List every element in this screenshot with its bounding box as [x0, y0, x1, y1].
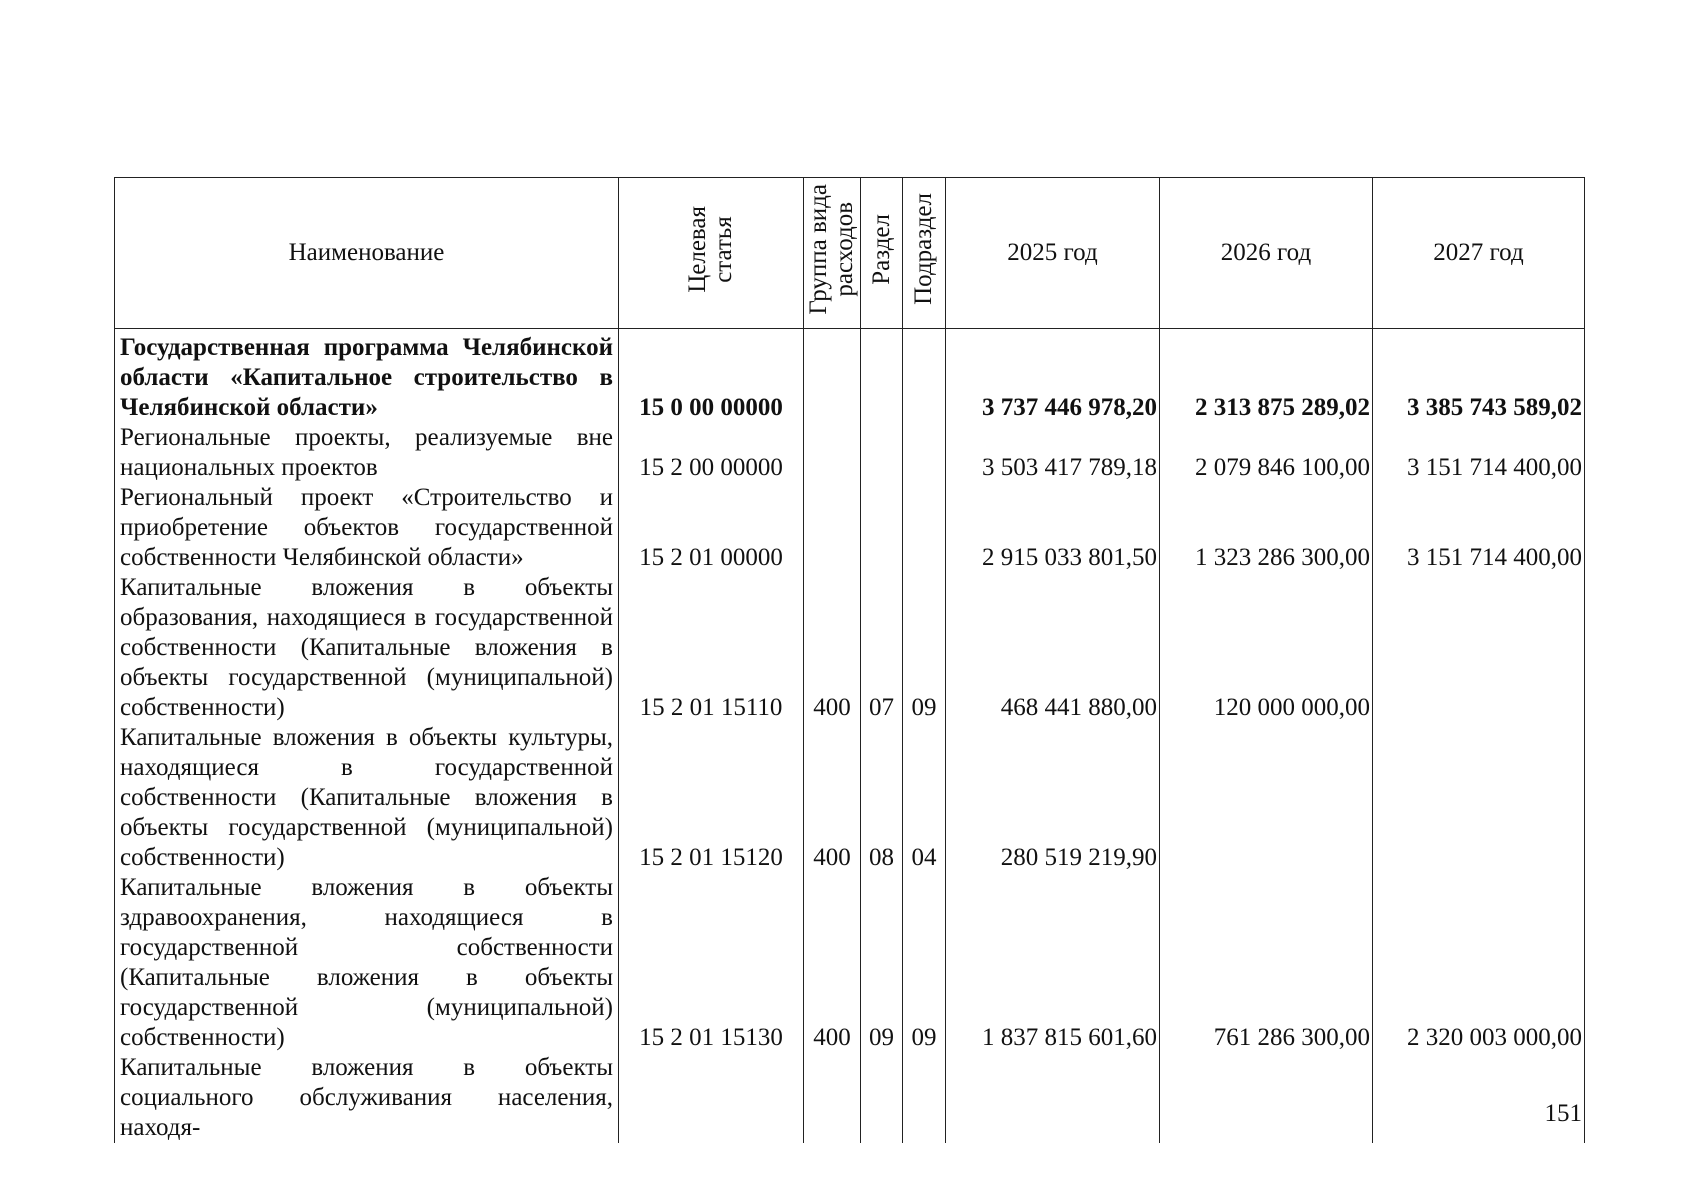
row-group [804, 1053, 861, 1143]
header-2026: 2026 год [1160, 178, 1373, 329]
row-2027: 3 385 743 589,02 [1373, 329, 1585, 424]
header-target-article: Целевая статья [619, 178, 804, 329]
row-name: Региональный проект «Строительство и приобретение объектов государственной собственности Челябинской области» [115, 483, 619, 573]
header-section: Раздел [861, 178, 903, 329]
row-target: 15 2 01 00000 [619, 483, 804, 573]
row-section [861, 483, 903, 573]
row-name: Капитальные вложения в объекты социального обслуживания населения, находя- [115, 1053, 619, 1143]
row-2025: 280 519 219,90 [946, 723, 1160, 873]
table-row [115, 873, 1585, 1053]
row-2027 [1373, 1053, 1585, 1143]
row-name: Региональные проекты, реализуемые вне национальных проектов [115, 423, 619, 483]
row-name: Капитальные вложения в объекты образования, находящиеся в государственной собственности (Капитальные вложения в объекты государственной (муниципальной) собственности) [115, 573, 619, 723]
row-subsection [903, 1053, 946, 1143]
table-header-row [115, 178, 1585, 329]
row-2027 [1373, 573, 1585, 723]
row-2026: 761 286 300,00 [1160, 873, 1373, 1053]
row-target: 15 2 01 15120 [619, 723, 804, 873]
row-group: 400 [804, 723, 861, 873]
row-2026: 2 313 875 289,02 [1160, 329, 1373, 424]
budget-table [114, 177, 1585, 1143]
table-row [115, 329, 1585, 424]
row-target: 15 2 01 15110 [619, 573, 804, 723]
row-2025 [946, 1053, 1160, 1143]
table-row [115, 723, 1585, 873]
row-name: Государственная программа Челябинской области «Капитальное строительство в Челябинской области» [115, 329, 619, 424]
row-2026 [1160, 1053, 1373, 1143]
page-number: 151 [1544, 1100, 1582, 1127]
row-target: 15 2 01 15130 [619, 873, 804, 1053]
row-section [861, 423, 903, 483]
row-group [804, 483, 861, 573]
row-2026: 2 079 846 100,00 [1160, 423, 1373, 483]
header-2027: 2027 год [1373, 178, 1585, 329]
row-subsection [903, 483, 946, 573]
row-2025: 3 503 417 789,18 [946, 423, 1160, 483]
row-subsection: 09 [903, 873, 946, 1053]
row-subsection: 04 [903, 723, 946, 873]
row-2025: 2 915 033 801,50 [946, 483, 1160, 573]
header-expense-group: Группа вида расходов [804, 178, 861, 329]
header-name: Наименование [115, 178, 619, 329]
table-row [115, 1053, 1585, 1143]
row-name: Капитальные вложения в объекты здравоохранения, находящиеся в государственной собственности (Капитальные вложения в объекты государственной (муниципальной) собственности) [115, 873, 619, 1053]
row-2026: 120 000 000,00 [1160, 573, 1373, 723]
table-row [115, 573, 1585, 723]
row-2026: 1 323 286 300,00 [1160, 483, 1373, 573]
row-2026 [1160, 723, 1373, 873]
row-section: 09 [861, 873, 903, 1053]
row-group [804, 329, 861, 424]
row-2027 [1373, 723, 1585, 873]
row-2027: 3 151 714 400,00 [1373, 483, 1585, 573]
row-section: 07 [861, 573, 903, 723]
row-section [861, 329, 903, 424]
row-group: 400 [804, 573, 861, 723]
row-group: 400 [804, 873, 861, 1053]
row-2025: 1 837 815 601,60 [946, 873, 1160, 1053]
row-subsection: 09 [903, 573, 946, 723]
row-2027: 3 151 714 400,00 [1373, 423, 1585, 483]
row-section [861, 1053, 903, 1143]
row-subsection [903, 423, 946, 483]
row-2027: 2 320 003 000,00 [1373, 873, 1585, 1053]
header-2025: 2025 год [946, 178, 1160, 329]
row-section: 08 [861, 723, 903, 873]
row-2025: 3 737 446 978,20 [946, 329, 1160, 424]
row-group [804, 423, 861, 483]
row-target: 15 2 00 00000 [619, 423, 804, 483]
table-row [115, 483, 1585, 573]
row-2025: 468 441 880,00 [946, 573, 1160, 723]
header-subsection: Подраздел [903, 178, 946, 329]
row-subsection [903, 329, 946, 424]
table-row [115, 423, 1585, 483]
row-target [619, 1053, 804, 1143]
row-name: Капитальные вложения в объекты культуры, находящиеся в государственной собственности (Капитальные вложения в объекты государственной (муниципальной) собственности) [115, 723, 619, 873]
row-target: 15 0 00 00000 [619, 329, 804, 424]
